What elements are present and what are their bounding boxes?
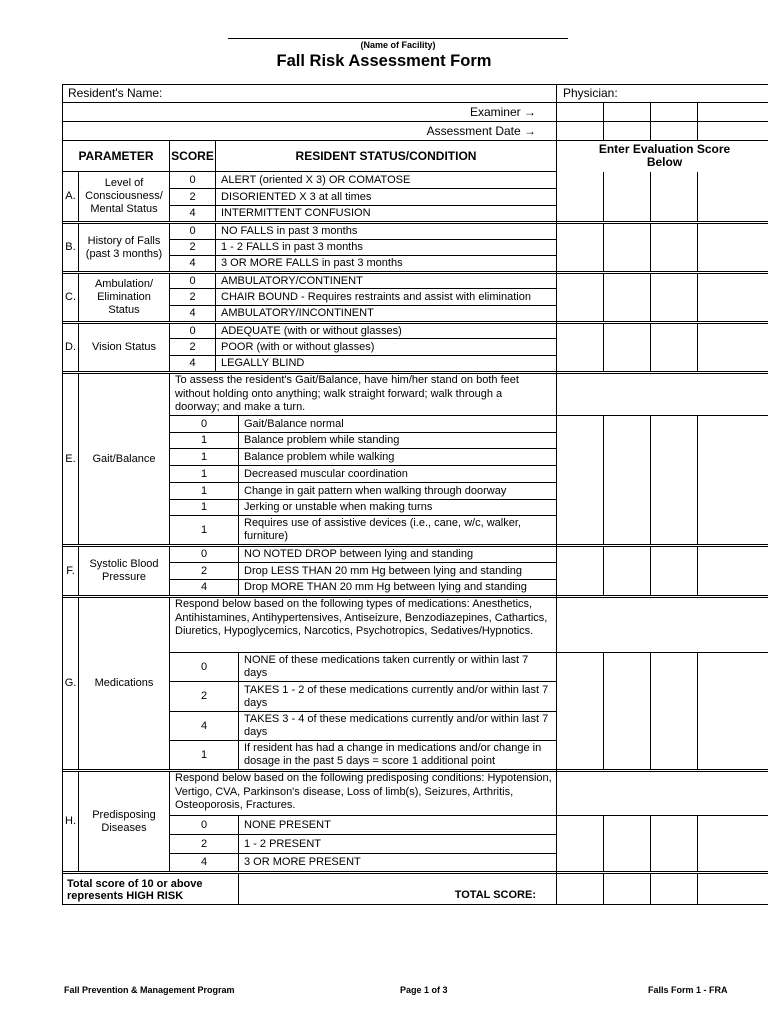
section-b-status-2: 3 OR MORE FALLS in past 3 months [221,257,403,269]
examiner-cell-3[interactable] [651,103,697,121]
section-e-status-1: Balance problem while standing [244,434,400,446]
total-score-cell-2[interactable] [604,874,650,904]
section-a-status-1: DISORIENTED X 3 at all times [221,190,372,203]
section-g-intro: Respond below based on the following types of medications: Anesthetics, Antihistamines, Antihypertensives, Antiseizure, Benzodiazepines, Cathartics, Diuretics, Hypoglycemics, Narcotics, Psychotropics, Sedatives/Hypnotics. [175,598,548,637]
section-b-status-1: 1 - 2 FALLS in past 3 months [221,241,363,253]
total-score-cell-1[interactable] [557,874,603,904]
section-e-score-4: 1 [200,484,208,497]
section-h-score-1: 2 [200,837,208,850]
section-a-status-0: ALERT (oriented X 3) OR COMATOSE [221,173,411,186]
section-c-status-1: CHAIR BOUND - Requires restraints and assist with elimination [221,290,531,303]
total-score-cell-3[interactable] [651,874,697,904]
section-h-name: Predisposing Diseases [92,808,156,834]
section-c-score-1: 2 [189,290,196,303]
assessment-date-cell-1[interactable] [557,122,603,140]
section-e-score-1: 1 [200,434,208,446]
section-g-score-1: 2 [200,690,208,702]
section-c-status-2: AMBULATORY/INCONTINENT [221,307,374,319]
section-a-letter: A. [65,190,76,202]
section-e-score-6: 1 [200,523,208,536]
section-c-score-0: 0 [189,274,196,287]
section-f-score-2: 4 [200,581,208,593]
section-a-score-1: 2 [189,190,196,203]
section-h-score-2: 4 [200,856,208,868]
assessment-date-cell-2[interactable] [604,122,650,140]
footer-program-name: Fall Prevention & Management Program [64,985,235,995]
total-score-label: TOTAL SCORE: [454,889,536,901]
resident-name-label: Resident's Name: [68,86,163,100]
section-f-name: Systolic Blood Pressure [89,558,159,583]
section-a-score-0: 0 [189,173,196,186]
section-e-status-3: Decreased muscular coordination [244,467,408,480]
section-e-intro: To assess the resident's Gait/Balance, have him/her stand on both feet without holding onto anything; walk straight forward; walk through a doorway; and make a turn. [175,374,519,413]
facility-name-caption: (Name of Facility) [360,40,436,50]
section-e-status-4: Change in gait pattern when walking through doorway [244,484,507,497]
section-g-status-0: NONE of these medications taken currently or within last 7 days [244,654,529,679]
section-f-letter: F. [66,564,75,577]
section-e-status-6: Requires use of assistive devices (i.e., cane, w/c, walker, furniture) [244,517,521,542]
section-g-letter: G. [64,677,77,689]
examiner-cell-2[interactable] [604,103,650,121]
section-b-letter: B. [65,241,76,253]
section-a-name: Level of Consciousness/ Mental Status [85,177,163,215]
section-a-score-2: 4 [189,207,196,219]
section-b-score-0: 0 [189,225,196,237]
section-b-score-1: 2 [189,241,196,253]
section-e-score-0: 0 [200,417,208,430]
section-d-status-2: LEGALLY BLIND [221,357,305,369]
section-e-score-2: 1 [200,450,208,463]
section-e-status-2: Balance problem while walking [244,450,395,463]
section-h-status-2: 3 OR MORE PRESENT [244,856,361,868]
section-c-score-2: 4 [189,307,196,319]
total-score-cell-4[interactable] [698,874,768,904]
section-g-status-2: TAKES 3 - 4 of these medications currently and/or within last 7 days [244,713,549,738]
section-g-score-0: 0 [200,660,208,673]
section-e-status-0: Gait/Balance normal [244,417,344,430]
section-d-score-2: 4 [189,357,196,369]
section-g-status-3: If resident has had a change in medications and/or change in dosage in the past 5 days = score 1 additional point [244,742,542,767]
section-d-status-1: POOR (with or without glasses) [221,340,375,353]
section-h-intro: Respond below based on the following predisposing conditions: Hypotension, Vertigo, CVA, Parkinson's disease, Loss of limb(s), Seizures, Arthritis, Osteoporosis, Fractures. [175,772,552,811]
assessment-date-cell-4[interactable] [698,122,768,140]
examiner-label: Examiner → [469,104,536,119]
footer-form-id: Falls Form 1 - FRA [648,985,728,995]
section-b-score-2: 4 [189,257,196,269]
section-e-score-5: 1 [200,501,208,513]
section-d-status-0: ADEQUATE (with or without glasses) [221,324,402,337]
section-h-score-0: 0 [200,818,208,831]
section-d-score-1: 2 [189,340,196,353]
examiner-cell-4[interactable] [698,103,768,121]
section-c-status-0: AMBULATORY/CONTINENT [221,274,363,287]
footer-page-number: Page 1 of 3 [400,985,448,995]
parameter-header: PARAMETER [78,148,154,163]
section-e-score-3: 1 [200,467,208,480]
section-g-score-2: 4 [200,719,208,732]
section-h-letter: H. [65,815,76,827]
section-f-score-0: 0 [200,548,208,560]
section-d-letter: D. [65,341,76,353]
section-c-name: Ambulation/ Elimination Status [94,278,154,316]
physician-label: Physician: [563,86,618,100]
evaluation-header: Enter Evaluation Score Below [598,142,731,169]
assessment-date-cell-3[interactable] [651,122,697,140]
section-d-name: Vision Status [91,341,156,353]
section-e-name: Gait/Balance [92,452,156,465]
form-title: Fall Risk Assessment Form [276,52,492,70]
section-f-status-0: NO NOTED DROP between lying and standing [244,548,474,560]
section-h-status-1: 1 - 2 PRESENT [244,837,322,850]
section-g-status-1: TAKES 1 - 2 of these medications currently and/or within last 7 days [244,683,549,709]
section-f-status-2: Drop MORE THAN 20 mm Hg between lying and standing [244,581,527,593]
section-e-status-5: Jerking or unstable when making turns [244,501,433,513]
examiner-cell-1[interactable] [557,103,603,121]
section-b-name: History of Falls (past 3 months) [85,234,163,260]
section-f-score-1: 2 [200,564,208,577]
section-g-name: Medications [94,677,154,689]
section-g-score-3: 1 [200,748,208,761]
section-e-letter: E. [65,452,76,465]
section-a-status-2: INTERMITTENT CONFUSION [221,207,371,219]
section-d-score-0: 0 [189,324,196,337]
assessment-date-label: Assessment Date → [426,123,536,138]
score-header: SCORE [171,148,214,163]
high-risk-note: Total score of 10 or above represents HIGH RISK [67,877,203,902]
section-b-status-0: NO FALLS in past 3 months [221,225,358,237]
status-header: RESIDENT STATUS/CONDITION [295,148,477,163]
section-c-letter: C. [65,291,76,303]
section-f-status-1: Drop LESS THAN 20 mm Hg between lying and standing [244,564,522,577]
section-h-status-0: NONE PRESENT [244,818,331,831]
